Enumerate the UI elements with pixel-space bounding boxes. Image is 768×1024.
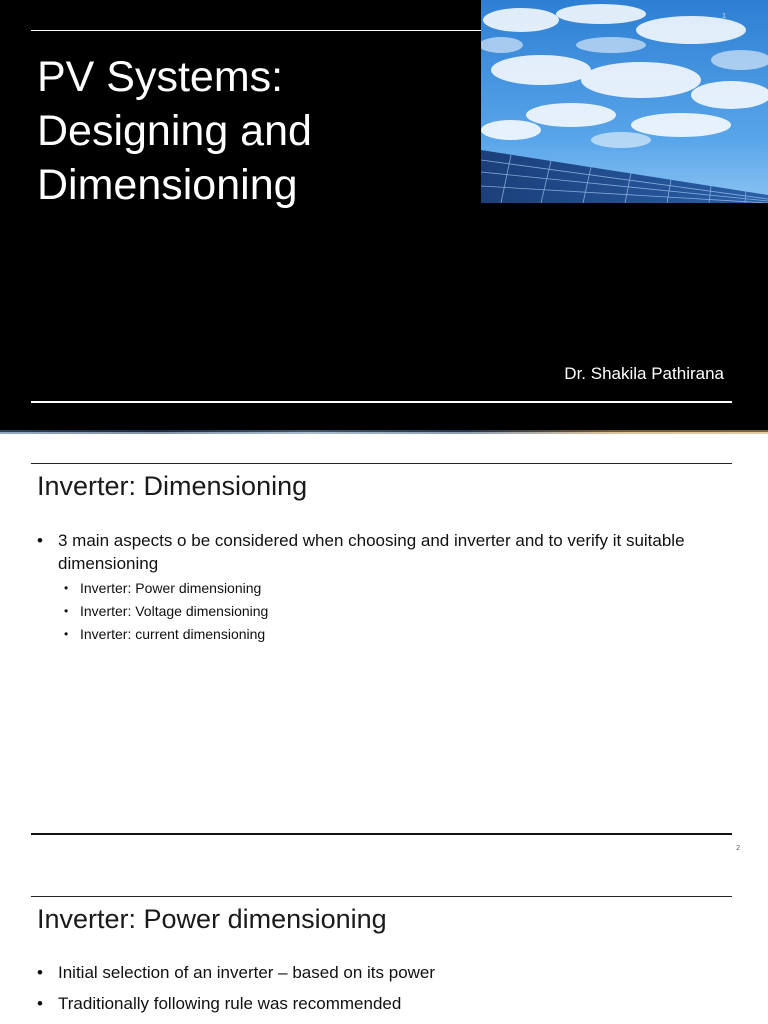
title-line: Designing and: [37, 107, 312, 155]
bullet-item: [37, 529, 717, 646]
author-name: Dr. Shakila Pathirana: [564, 364, 724, 383]
slide-rule: [31, 463, 732, 464]
solar-panel-sky-image: [481, 0, 768, 203]
slide-title: Inverter: Dimensioning: [37, 471, 308, 501]
slide-rule: [31, 833, 732, 835]
title-slide: [0, 0, 768, 432]
sub-bullet-item: • Inverter: current dimensioning: [58, 623, 717, 646]
sub-bullet-list: [58, 577, 717, 646]
slide-rule: [31, 401, 732, 403]
bullet-list: [37, 961, 717, 1023]
title-line: Dimensioning: [37, 161, 298, 209]
slide-title: [37, 50, 457, 212]
bullet-list: [37, 529, 717, 654]
slide-inverter-dimensioning: [0, 434, 768, 864]
slide-rule: [31, 896, 732, 897]
slide-inverter-power-dimensioning: [0, 864, 768, 1024]
sub-bullet-item: • Inverter: Power dimensioning: [58, 577, 717, 600]
sub-bullet-item: • Inverter: Voltage dimensioning: [58, 600, 717, 623]
page-number: 2: [736, 845, 740, 852]
bullet-item: • Initial selection of an inverter – based on its power: [37, 961, 717, 984]
bullet-text: 3 main aspects o be considered when choosing and inverter and to verify it suitable dimensioning: [58, 531, 685, 573]
bullet-item: • Traditionally following rule was recommended: [37, 992, 717, 1015]
title-line: PV Systems:: [37, 53, 284, 101]
page-number: 1: [722, 13, 726, 20]
slide-title: Inverter: Power dimensioning: [37, 904, 387, 934]
